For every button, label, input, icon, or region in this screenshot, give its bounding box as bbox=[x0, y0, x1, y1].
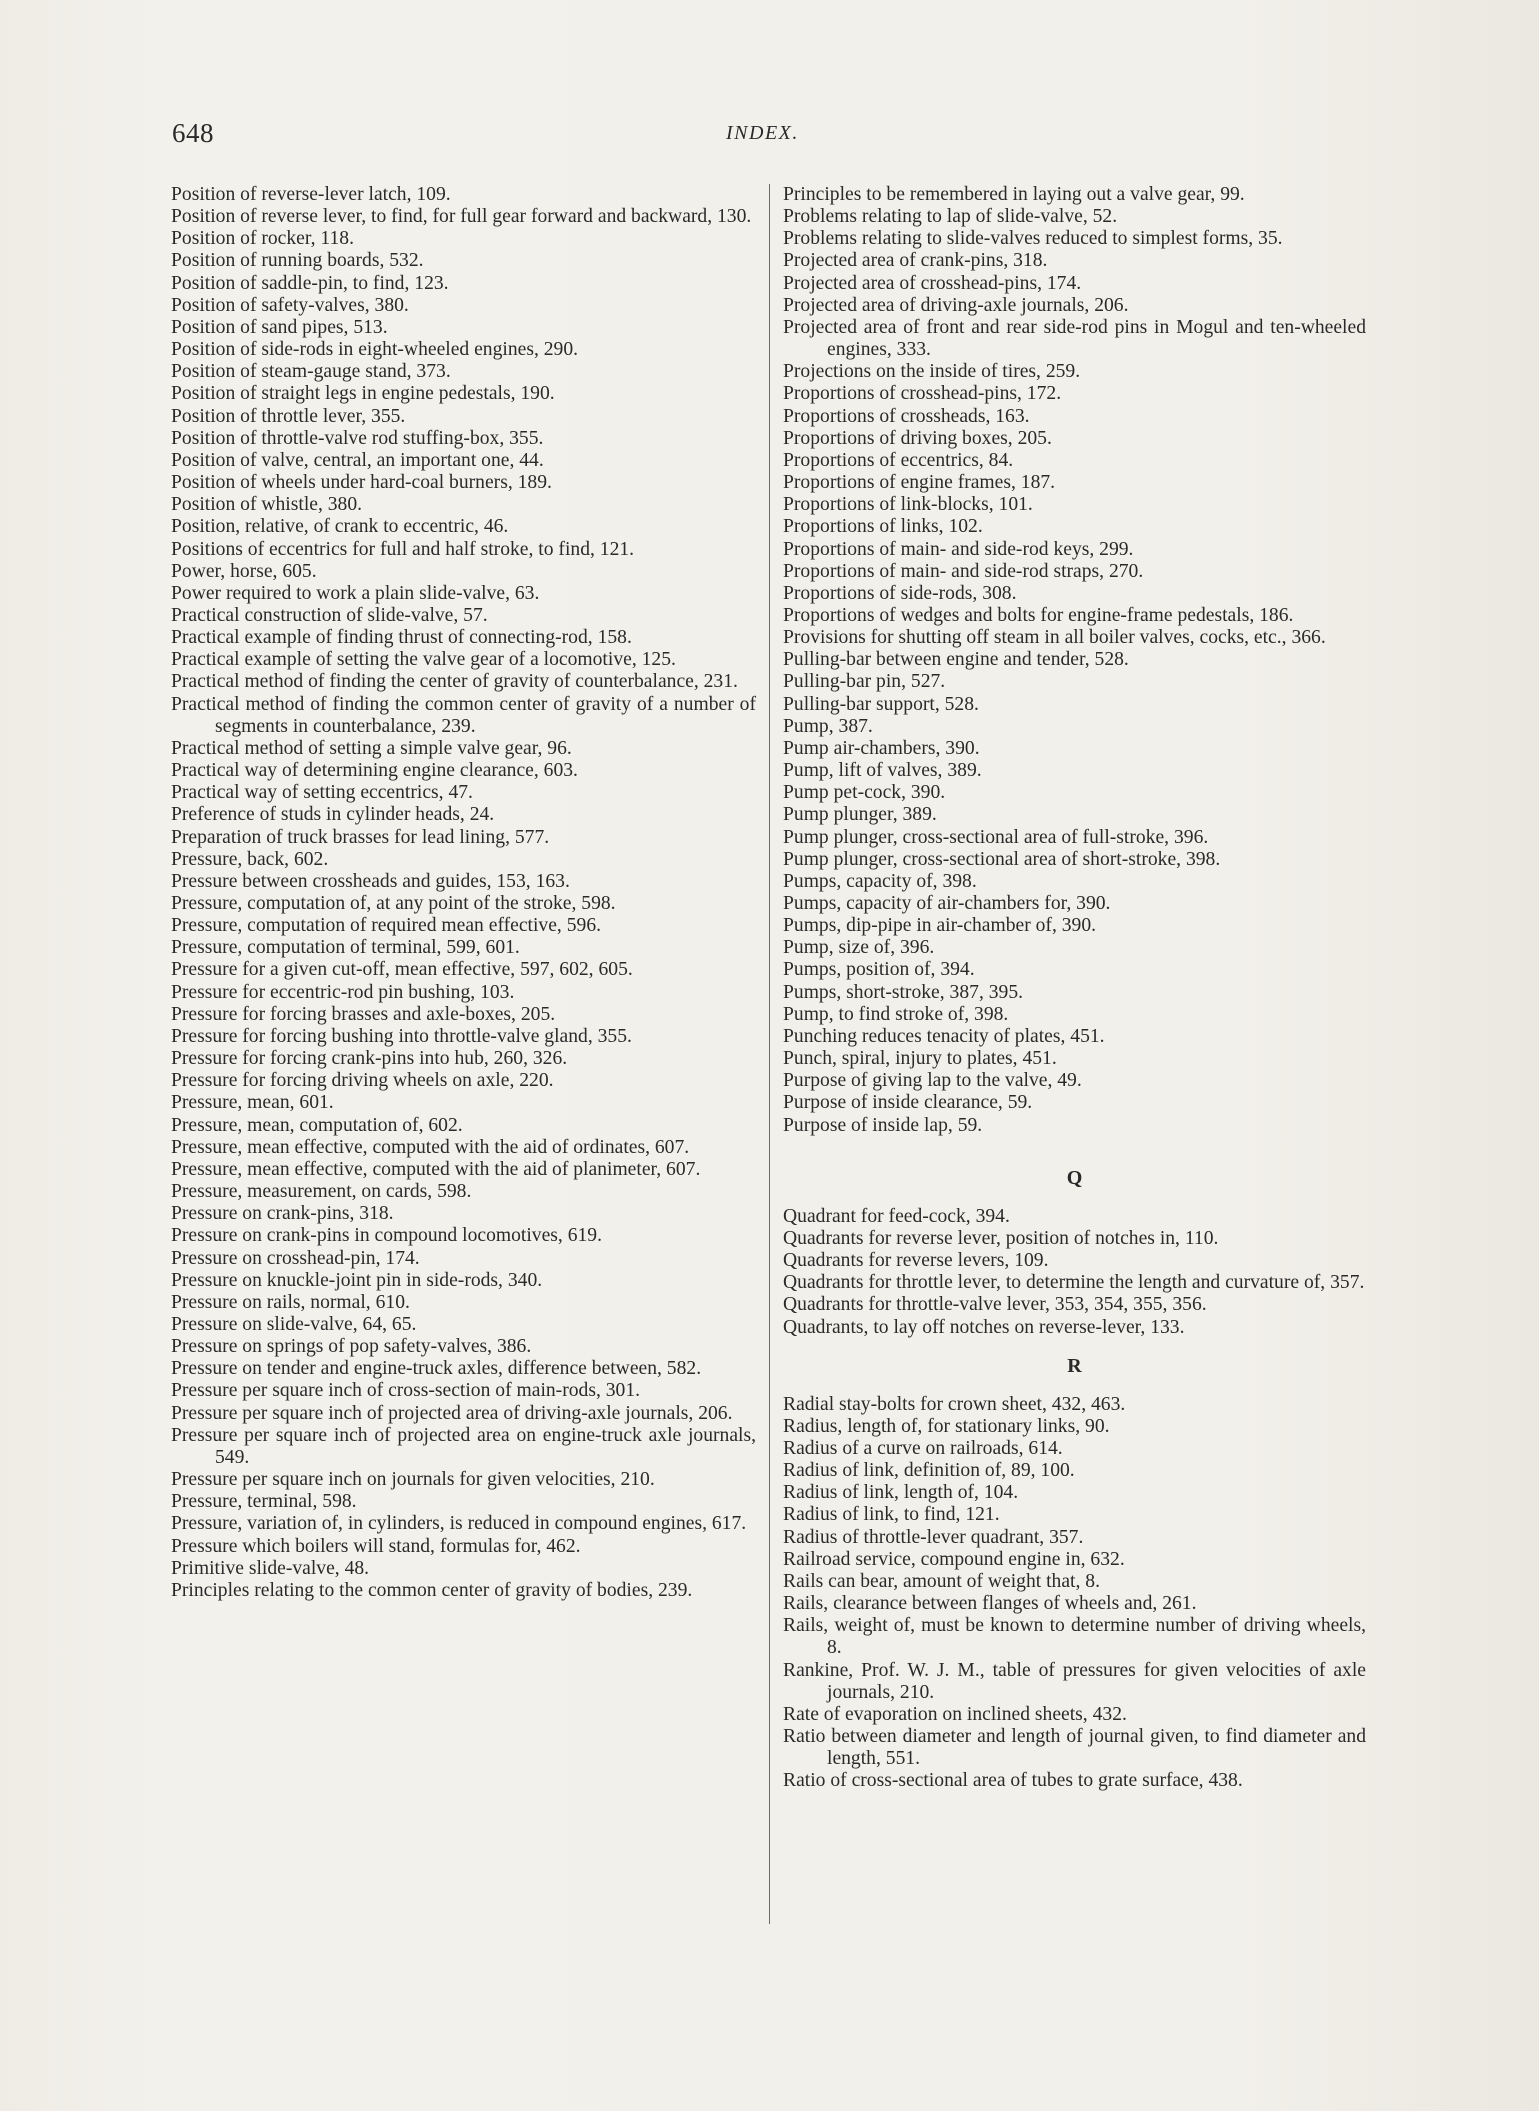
index-entry: Practical example of setting the valve gear of a locomotive, 125. bbox=[171, 649, 676, 671]
index-entry: Practical method of finding the center of gravity of counterbalance, 231. bbox=[171, 671, 738, 693]
index-entry: Rails, weight of, must be known to determine number of driving wheels, 8. bbox=[783, 1615, 1366, 1659]
index-entry: Position of straight legs in engine pedestals, 190. bbox=[171, 383, 555, 405]
index-entry: Position of reverse-lever latch, 109. bbox=[171, 184, 451, 205]
index-entry: Practical example of finding thrust of connecting-rod, 158. bbox=[171, 627, 632, 649]
index-entry: Preparation of truck brasses for lead lining, 577. bbox=[171, 826, 550, 848]
index-entry: Pressure on rails, normal, 610. bbox=[171, 1291, 410, 1313]
index-entry: Pressure, mean effective, computed with the aid of planimeter, 607. bbox=[171, 1158, 701, 1180]
index-entry: Practical method of finding the common center of gravity of a number of segments in counterbalance, 239. bbox=[171, 693, 756, 737]
index-entry: Pulling-bar between engine and tender, 528. bbox=[783, 649, 1129, 671]
index-entry: Radius of throttle-lever quadrant, 357. bbox=[783, 1526, 1084, 1548]
index-entry: Radius, length of, for stationary links, 90. bbox=[783, 1415, 1110, 1437]
index-entry: Pressure, computation of required mean effective, 596. bbox=[171, 915, 602, 937]
index-entry: Pressure on crank-pins, 318. bbox=[171, 1203, 394, 1225]
index-entry: Pressure which boilers will stand, formulas for, 462. bbox=[171, 1535, 581, 1557]
index-column-left bbox=[171, 184, 756, 1602]
index-entry: Projected area of driving-axle journals, 206. bbox=[783, 294, 1129, 316]
index-entry: Primitive slide-valve, 48. bbox=[171, 1557, 370, 1579]
index-entry: Punch, spiral, injury to plates, 451. bbox=[783, 1048, 1057, 1070]
index-entry: Pumps, dip-pipe in air-chamber of, 390. bbox=[783, 915, 1097, 937]
index-entry: Ratio of cross-sectional area of tubes to grate surface, 438. bbox=[783, 1770, 1243, 1792]
index-entry: Practical way of setting eccentrics, 47. bbox=[171, 782, 473, 804]
index-entry: Pressure on tender and engine-truck axles, difference between, 582. bbox=[171, 1358, 702, 1380]
index-entry: Position of steam-gauge stand, 373. bbox=[171, 361, 451, 383]
index-entry: Punching reduces tenacity of plates, 451. bbox=[783, 1025, 1105, 1047]
index-entry: Rails can bear, amount of weight that, 8. bbox=[783, 1570, 1100, 1592]
page-number: 648 bbox=[172, 118, 214, 148]
index-entry: Pump plunger, 389. bbox=[783, 804, 937, 826]
index-entry: Positions of eccentrics for full and half stroke, to find, 121. bbox=[171, 538, 635, 560]
index-entry: Proportions of links, 102. bbox=[783, 516, 983, 538]
index-entry: Provisions for shutting off steam in all boiler valves, cocks, etc., 366. bbox=[783, 627, 1326, 649]
index-entry: Pump, to find stroke of, 398. bbox=[783, 1003, 1009, 1025]
index-entry: Position of side-rods in eight-wheeled engines, 290. bbox=[171, 339, 579, 361]
index-entry: Pressure per square inch of projected area of driving-axle journals, 206. bbox=[171, 1402, 733, 1424]
index-entry: Position of sand pipes, 513. bbox=[171, 316, 388, 338]
index-entry: Pressure for eccentric-rod pin bushing, 103. bbox=[171, 981, 515, 1003]
index-entry: Pressure per square inch on journals for given velocities, 210. bbox=[171, 1469, 655, 1491]
index-entry: Problems relating to lap of slide-valve, 52. bbox=[783, 206, 1118, 228]
index-entry: Radius of link, length of, 104. bbox=[783, 1482, 1019, 1504]
section-heading-r: R bbox=[1067, 1354, 1082, 1377]
index-entry: Ratio between diameter and length of journal given, to find diameter and length, 551. bbox=[783, 1726, 1366, 1770]
index-entry: Pressure, terminal, 598. bbox=[171, 1491, 357, 1513]
index-entry: Pressure, mean, computation of, 602. bbox=[171, 1114, 463, 1136]
column-divider bbox=[769, 184, 770, 1924]
index-entry: Pump, 387. bbox=[783, 715, 873, 737]
index-entry: Quadrants for throttle lever, to determine the length and curvature of, 357. bbox=[783, 1272, 1365, 1294]
index-entry: Preference of studs in cylinder heads, 24. bbox=[171, 804, 495, 826]
index-entry: Projections on the inside of tires, 259. bbox=[783, 361, 1081, 383]
index-entry: Principles to be remembered in laying out a valve gear, 99. bbox=[783, 184, 1245, 205]
index-entry: Proportions of side-rods, 308. bbox=[783, 582, 1017, 604]
index-entry: Pressure between crossheads and guides, 153, 163. bbox=[171, 870, 570, 892]
index-entry: Pressure for forcing crank-pins into hub, 260, 326. bbox=[171, 1048, 568, 1070]
index-entry: Pressure for forcing driving wheels on axle, 220. bbox=[171, 1070, 554, 1092]
index-entry: Quadrants, to lay off notches on reverse-lever, 133. bbox=[783, 1316, 1185, 1338]
index-entry: Quadrants for reverse levers, 109. bbox=[783, 1250, 1049, 1272]
index-entry: Position of throttle-valve rod stuffing-box, 355. bbox=[171, 427, 544, 449]
index-entry: Position of safety-valves, 380. bbox=[171, 294, 409, 316]
index-entry: Quadrants for throttle-valve lever, 353, 354, 355, 356. bbox=[783, 1294, 1207, 1316]
index-entry: Rails, clearance between flanges of wheels and, 261. bbox=[783, 1593, 1197, 1615]
index-entry: Pressure per square inch of cross-section of main-rods, 301. bbox=[171, 1380, 641, 1402]
index-entry: Pumps, short-stroke, 387, 395. bbox=[783, 981, 1024, 1003]
index-entry: Pressure per square inch of projected area on engine-truck axle journals, 549. bbox=[171, 1424, 756, 1468]
index-entry: Proportions of main- and side-rod straps, 270. bbox=[783, 560, 1144, 582]
index-section-q bbox=[783, 1206, 1366, 1339]
index-entry: Power required to work a plain slide-valve, 63. bbox=[171, 582, 540, 604]
index-entry: Pressure for forcing brasses and axle-boxes, 205. bbox=[171, 1003, 556, 1025]
index-entry: Radius of link, to find, 121. bbox=[783, 1504, 1000, 1526]
index-entry: Pumps, position of, 394. bbox=[783, 959, 975, 981]
index-entry: Pressure on slide-valve, 64, 65. bbox=[171, 1313, 417, 1335]
index-entry: Purpose of giving lap to the valve, 49. bbox=[783, 1070, 1082, 1092]
index-entry: Proportions of crossheads, 163. bbox=[783, 405, 1030, 427]
index-entry: Pump air-chambers, 390. bbox=[783, 737, 980, 759]
index-column-right bbox=[783, 184, 1366, 1792]
index-entry: Rate of evaporation on inclined sheets, 432. bbox=[783, 1703, 1127, 1725]
index-entry: Pressure, computation of terminal, 599, 601. bbox=[171, 937, 520, 959]
index-entry: Pressure, mean effective, computed with the aid of ordinates, 607. bbox=[171, 1136, 690, 1158]
index-entry: Proportions of wedges and bolts for engine-frame pedestals, 186. bbox=[783, 604, 1294, 626]
index-entry: Pressure, computation of, at any point of the stroke, 598. bbox=[171, 893, 616, 914]
index-entry: Position of saddle-pin, to find, 123. bbox=[171, 272, 449, 294]
index-entry: Purpose of inside clearance, 59. bbox=[783, 1092, 1033, 1114]
index-entry: Principles relating to the common center of gravity of bodies, 239. bbox=[171, 1579, 693, 1601]
section-heading-q: Q bbox=[1066, 1166, 1083, 1189]
index-entry: Practical way of determining engine clearance, 603. bbox=[171, 760, 578, 782]
index-entry: Position of whistle, 380. bbox=[171, 494, 363, 516]
index-entry: Pressure for forcing bushing into throttle-valve gland, 355. bbox=[171, 1025, 632, 1047]
page-header bbox=[0, 118, 1539, 158]
index-entry: Practical construction of slide-valve, 57. bbox=[171, 604, 488, 626]
index-entry: Projected area of crosshead-pins, 174. bbox=[783, 272, 1082, 294]
index-entry: Pump plunger, cross-sectional area of short-stroke, 398. bbox=[783, 848, 1221, 870]
index-entry: Railroad service, compound engine in, 632. bbox=[783, 1548, 1125, 1570]
running-head: INDEX. bbox=[726, 122, 799, 144]
index-section-p bbox=[783, 184, 1366, 1137]
index-entry: Pump plunger, cross-sectional area of full-stroke, 396. bbox=[783, 826, 1209, 848]
index-entry: Position of reverse lever, to find, for full gear forward and backward, 130. bbox=[171, 206, 752, 228]
index-entry: Proportions of crosshead-pins, 172. bbox=[783, 383, 1062, 405]
index-entry: Pressure for a given cut-off, mean effective, 597, 602, 605. bbox=[171, 959, 633, 981]
index-entry: Proportions of main- and side-rod keys, 299. bbox=[783, 538, 1134, 560]
index-entry: Pump pet-cock, 390. bbox=[783, 782, 946, 804]
index-entry: Pressure, variation of, in cylinders, is reduced in compound engines, 617. bbox=[171, 1513, 747, 1535]
index-entry: Position of rocker, 118. bbox=[171, 228, 354, 250]
index-entry: Projected area of crank-pins, 318. bbox=[783, 250, 1048, 272]
index-entry: Position of running boards, 532. bbox=[171, 250, 424, 272]
index-entry: Pressure, mean, 601. bbox=[171, 1092, 334, 1114]
index-entry: Problems relating to slide-valves reduced to simplest forms, 35. bbox=[783, 228, 1283, 250]
index-entry: Pulling-bar pin, 527. bbox=[783, 671, 946, 693]
index-entry: Pump, lift of valves, 389. bbox=[783, 760, 982, 782]
index-entry: Pressure, back, 602. bbox=[171, 848, 329, 870]
index-entry: Pulling-bar support, 528. bbox=[783, 693, 979, 715]
index-entry: Radius of a curve on railroads, 614. bbox=[783, 1437, 1063, 1459]
index-entry: Pressure, measurement, on cards, 598. bbox=[171, 1181, 472, 1203]
index-entry: Radial stay-bolts for crown sheet, 432, 463. bbox=[783, 1393, 1126, 1415]
index-entry: Purpose of inside lap, 59. bbox=[783, 1114, 983, 1136]
index-entry: Pressure on springs of pop safety-valves, 386. bbox=[171, 1336, 532, 1358]
index-entry: Pump, size of, 396. bbox=[783, 937, 935, 959]
index-entry: Pressure on crank-pins in compound locomotives, 619. bbox=[171, 1225, 602, 1247]
index-entry: Practical method of setting a simple valve gear, 96. bbox=[171, 737, 572, 759]
index-entry: Pumps, capacity of air-chambers for, 390. bbox=[783, 893, 1111, 914]
index-entry: Pumps, capacity of, 398. bbox=[783, 870, 977, 892]
index-entry: Position, relative, of crank to eccentric, 46. bbox=[171, 516, 509, 538]
index-entry: Position of throttle lever, 355. bbox=[171, 405, 406, 427]
index-entry: Position of wheels under hard-coal burners, 189. bbox=[171, 472, 552, 494]
index-entry: Position of valve, central, an important one, 44. bbox=[171, 449, 544, 471]
index-entry: Proportions of engine frames, 187. bbox=[783, 472, 1056, 494]
index-entry: Proportions of link-blocks, 101. bbox=[783, 494, 1033, 516]
index-entry: Rankine, Prof. W. J. M., table of pressures for given velocities of axle journals, 210. bbox=[783, 1659, 1366, 1703]
index-entry: Quadrants for reverse lever, position of notches in, 110. bbox=[783, 1227, 1219, 1249]
index-entry: Power, horse, 605. bbox=[171, 560, 317, 582]
index-entry: Proportions of driving boxes, 205. bbox=[783, 427, 1052, 449]
index-entry: Pressure on knuckle-joint pin in side-rods, 340. bbox=[171, 1269, 543, 1291]
index-entry: Quadrant for feed-cock, 394. bbox=[783, 1205, 1010, 1227]
index-section-r bbox=[783, 1394, 1366, 1793]
index-entry: Pressure on crosshead-pin, 174. bbox=[171, 1247, 420, 1269]
index-entry: Projected area of front and rear side-rod pins in Mogul and ten-wheeled engines, 333. bbox=[783, 316, 1366, 361]
index-entry: Proportions of eccentrics, 84. bbox=[783, 449, 1014, 471]
index-entry: Radius of link, definition of, 89, 100. bbox=[783, 1460, 1075, 1482]
